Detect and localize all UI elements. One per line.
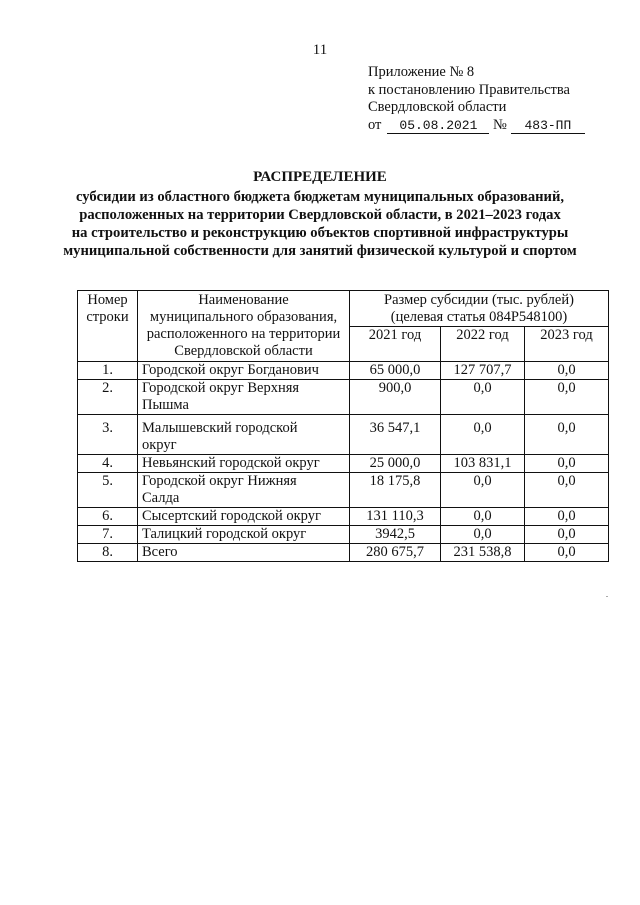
document-title [0,168,640,260]
value-2021: 131 110,3 [350,508,441,526]
title-line-1: субсидии из областного бюджета бюджетам муниципальных образований, [76,189,564,205]
appendix-line-1: Приложение № 8 [368,64,475,80]
table-row [78,415,609,455]
value-2021: 900,0 [350,380,441,415]
municipality-name: Городской округ Верхняя Пышма [138,380,350,415]
page-number: 11 [312,42,328,58]
table-row [78,526,609,544]
value-2021: 3942,5 [350,526,441,544]
number-prefix: № [493,116,507,133]
decree-date: 05.08.2021 [387,118,489,134]
value-2022: 0,0 [441,380,525,415]
row-number: 8. [78,544,138,562]
value-2023: 0,0 [525,455,609,473]
appendix-date-line [368,117,585,135]
header-row-number: Номер строки [78,291,138,362]
table-row [78,455,609,473]
value-2022: 127 707,7 [441,362,525,380]
municipality-name: Городской округ Богданович [138,362,350,380]
municipality-name: Городской округ Нижняя Салда [138,473,350,508]
row-number: 2. [78,380,138,415]
value-2023: 0,0 [525,544,609,562]
appendix-line-3: Свердловской области [368,99,507,115]
header-subsidy-amount: Размер субсидии (тыс. рублей) (целевая статья 084Р548100) [350,291,609,327]
value-2023: 0,0 [525,362,609,380]
row-number: 4. [78,455,138,473]
title-line-4: муниципальной собственности для занятий физической культурой и спортом [63,243,577,259]
row-number: 1. [78,362,138,380]
value-2021: 65 000,0 [350,362,441,380]
table-header-row [78,291,609,327]
value-2023: 0,0 [525,380,609,415]
value-2023: 0,0 [525,415,609,455]
value-2022: 103 831,1 [441,455,525,473]
value-2023: 0,0 [525,526,609,544]
table-row [78,508,609,526]
value-2023: 0,0 [525,508,609,526]
decree-number: 483-ПП [511,118,585,134]
municipality-name: Невьянский городской округ [138,455,350,473]
value-2021: 25 000,0 [350,455,441,473]
header-2023: 2023 год [525,327,609,362]
value-2023: 0,0 [525,473,609,508]
value-2022: 0,0 [441,508,525,526]
row-number: 5. [78,473,138,508]
value-2021: 18 175,8 [350,473,441,508]
table-row [78,362,609,380]
title-line-2: расположенных на территории Свердловской области, в 2021–2023 годах [79,207,561,223]
value-2022: 231 538,8 [441,544,525,562]
subsidy-table [77,290,609,562]
title-heading: РАСПРЕДЕЛЕНИЕ [253,169,387,185]
header-2021: 2021 год [350,327,441,362]
value-2022: 0,0 [441,473,525,508]
appendix-line-2: к постановлению Правительства [368,81,570,98]
table-row [78,380,609,415]
row-number: 7. [78,526,138,544]
table-row [78,473,609,508]
value-2021: 36 547,1 [350,415,441,455]
value-2021: 280 675,7 [350,544,441,562]
value-2022: 0,0 [441,415,525,455]
header-2022: 2022 год [441,327,525,362]
scan-speck [606,596,608,597]
table-row-total [78,544,609,562]
date-prefix: от [368,116,382,133]
municipality-name: Всего [138,544,350,562]
row-number: 3. [78,415,138,455]
row-number: 6. [78,508,138,526]
value-2022: 0,0 [441,526,525,544]
title-line-3: на строительство и реконструкцию объектов спортивной инфраструктуры [71,225,569,241]
municipality-name: Малышевский городской округ [138,415,350,455]
header-municipality: Наименование муниципального образования, расположенного на территории Свердловской области [138,291,350,362]
appendix-block [368,64,585,134]
municipality-name: Сысертский городской округ [138,508,350,526]
municipality-name: Талицкий городской округ [138,526,350,544]
